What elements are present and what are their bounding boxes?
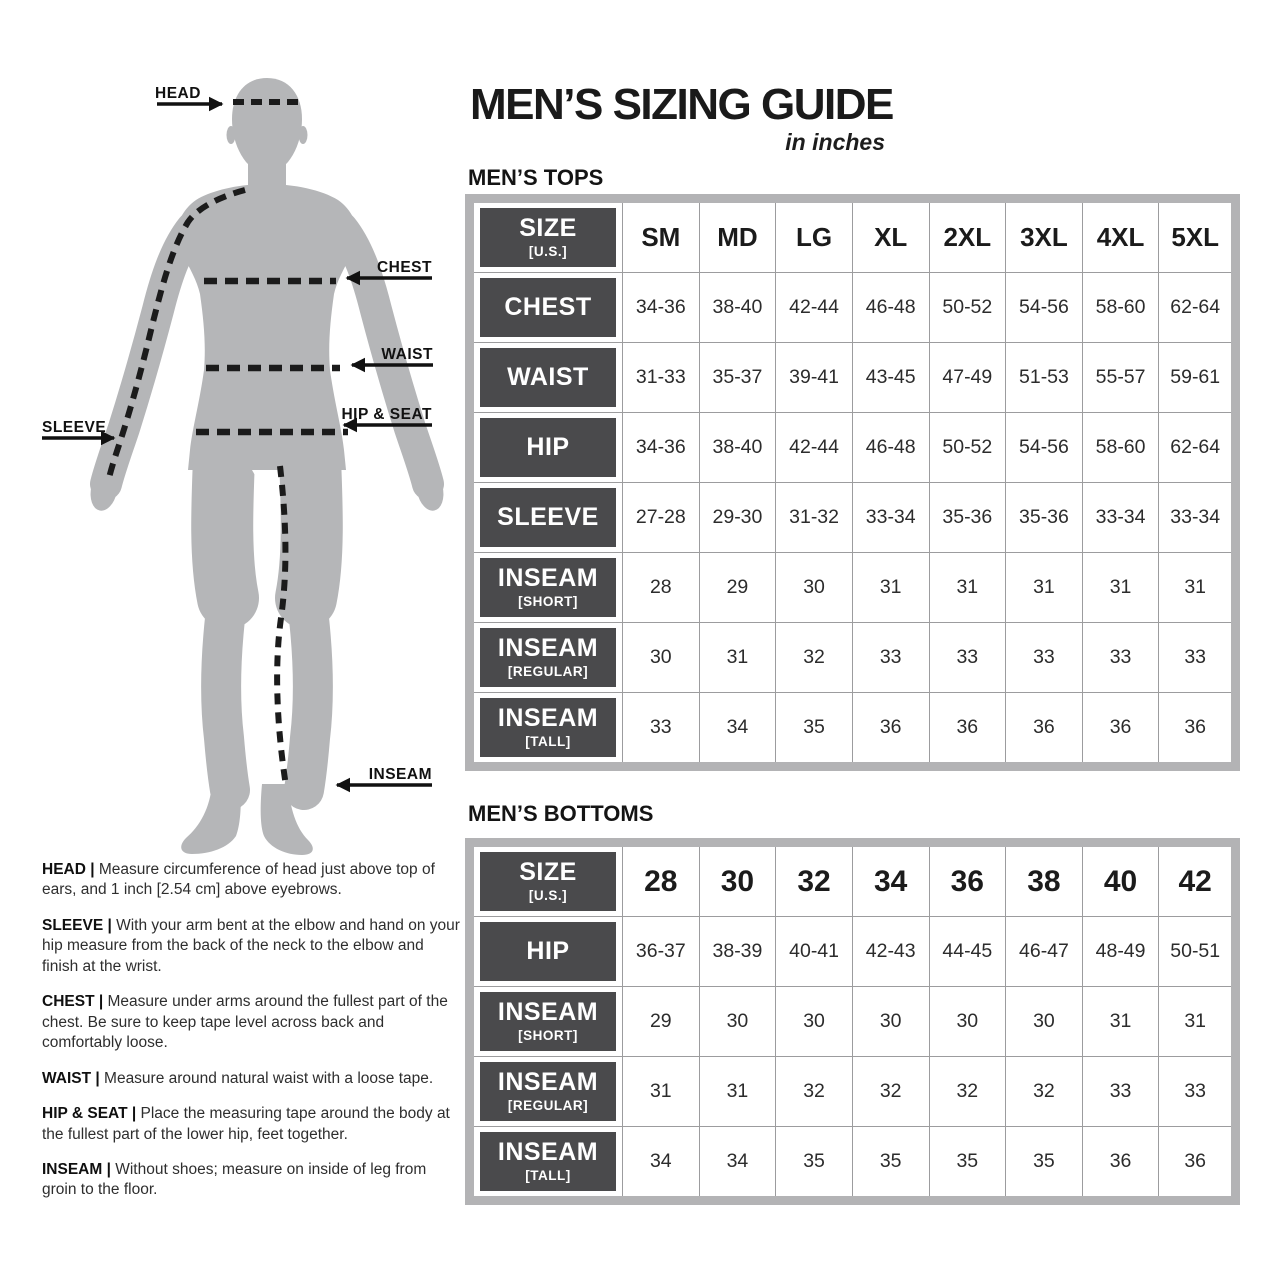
value-cell: 32 [776,1057,853,1127]
value-cell: 35-37 [699,343,776,413]
row-label-box: CHEST [480,278,616,337]
row-label-cell [470,273,623,343]
mens-bottoms-table [465,838,1240,1205]
size-charts-panel [465,0,1240,1280]
instruction-paragraph: HEAD | Measure circumference of head just above top of ears, and 1 inch [2.54 cm] above eyebrows. [42,861,435,899]
value-cell: 43-45 [852,343,929,413]
instruction-paragraph: CHEST | Measure under arms around the fullest part of the chest. Be sure to keep tape level across back and comfortably loose. [42,993,448,1052]
table-row [470,987,1236,1057]
value-cell: 30 [776,553,853,623]
instruction-paragraph: WAIST | Measure around natural waist with a loose tape. [42,1069,434,1087]
value-cell: 32 [776,623,853,693]
value-cell: 31 [929,553,1006,623]
row-label-box: INSEAM [SHORT] [480,992,616,1051]
value-cell: 42-43 [852,917,929,987]
row-label-cell [470,1057,623,1127]
row-label-cell [470,623,623,693]
row-label-cell [470,553,623,623]
row-label-cell [470,1127,623,1201]
instruction-term: SLEEVE | [42,916,117,934]
table-row [470,1127,1236,1201]
table-row [470,1057,1236,1127]
value-cell: 30 [776,987,853,1057]
value-cell: 31-32 [776,483,853,553]
value-cell: 47-49 [929,343,1006,413]
value-cell: 29 [623,987,700,1057]
value-cell: 33 [929,623,1006,693]
head-label: HEAD [155,85,201,102]
value-cell: 33 [1082,623,1159,693]
table-row [470,483,1236,553]
value-cell: 32 [1006,1057,1083,1127]
instruction-paragraph: INSEAM | Without shoes; measure on inside of leg from groin to the floor. [42,1160,427,1199]
value-cell: 31 [623,1057,700,1127]
value-cell: 62-64 [1159,273,1236,343]
table-row [470,623,1236,693]
value-cell: 34 [699,693,776,767]
row-label-cell [470,917,623,987]
value-cell: 59-61 [1159,343,1236,413]
row-label-box: INSEAM [REGULAR] [480,628,616,687]
instruction-paragraph: HIP & SEAT | Place the measuring tape around the body at the fullest part of the lower hip, feet together. [42,1105,450,1143]
value-cell: 36 [1159,693,1236,767]
value-cell: 36 [1082,1127,1159,1201]
column-header-cell: MD [699,199,776,273]
column-header-cell: LG [776,199,853,273]
value-cell: 33 [1159,623,1236,693]
value-cell: 31 [1159,553,1236,623]
value-cell: 39-41 [776,343,853,413]
value-cell: 29 [699,553,776,623]
value-cell: 35 [1006,1127,1083,1201]
instruction-term: WAIST | [42,1069,105,1087]
row-label-box: WAIST [480,348,616,407]
value-cell: 34-36 [623,413,700,483]
sleeve-label: SLEEVE [42,419,107,436]
value-cell: 33 [852,623,929,693]
inseam-measure-line [277,466,286,786]
value-cell: 42-44 [776,273,853,343]
row-label-box: SIZE [U.S.] [480,208,616,267]
value-cell: 54-56 [1006,273,1083,343]
value-cell: 36 [1006,693,1083,767]
value-cell: 58-60 [1082,273,1159,343]
row-label-box: INSEAM [REGULAR] [480,1062,616,1121]
inseam-label: INSEAM [368,766,432,783]
column-header-cell: 36 [929,843,1006,917]
bottoms-section-title: MEN’S BOTTOMS [468,801,654,826]
value-cell: 36 [852,693,929,767]
column-header-cell: 42 [1159,843,1236,917]
value-cell: 38-40 [699,273,776,343]
column-header-cell: 38 [1006,843,1083,917]
value-cell: 46-48 [852,273,929,343]
value-cell: 46-47 [1006,917,1083,987]
hip-seat-label: HIP & SEAT [341,406,432,423]
corner-size-cell [470,199,623,273]
column-header-cell: 3XL [1006,199,1083,273]
value-cell: 31 [1006,553,1083,623]
column-header-cell: XL [852,199,929,273]
value-cell: 31 [852,553,929,623]
value-cell: 42-44 [776,413,853,483]
value-cell: 35 [929,1127,1006,1201]
chest-label: CHEST [376,259,432,276]
value-cell: 38-40 [699,413,776,483]
table-row [470,693,1236,767]
value-cell: 33-34 [1082,483,1159,553]
body-diagram [0,38,460,860]
row-label-cell [470,693,623,767]
value-cell: 28 [623,553,700,623]
row-label-cell [470,343,623,413]
instruction-paragraph: SLEEVE | With your arm bent at the elbow and hand on your hip measure from the back of the neck to the elbow and finish at the wrist. [42,916,460,975]
page-title: MEN’S SIZING GUIDE [470,80,893,129]
value-cell: 51-53 [1006,343,1083,413]
table-row [470,553,1236,623]
value-cell: 50-51 [1159,917,1236,987]
value-cell: 35 [776,1127,853,1201]
row-label-box: INSEAM [SHORT] [480,558,616,617]
row-label-cell [470,987,623,1057]
table-row [470,843,1236,917]
value-cell: 36 [1082,693,1159,767]
value-cell: 29-30 [699,483,776,553]
column-header-cell: 4XL [1082,199,1159,273]
column-header-cell: 30 [699,843,776,917]
column-header-cell: 5XL [1159,199,1236,273]
value-cell: 31 [1082,987,1159,1057]
value-cell: 55-57 [1082,343,1159,413]
table-row [470,273,1236,343]
column-header-cell: 34 [852,843,929,917]
value-cell: 30 [929,987,1006,1057]
value-cell: 31 [1082,553,1159,623]
value-cell: 31 [699,623,776,693]
value-cell: 58-60 [1082,413,1159,483]
table-row [470,917,1236,987]
value-cell: 35-36 [929,483,1006,553]
value-cell: 50-52 [929,413,1006,483]
value-cell: 34-36 [623,273,700,343]
value-cell: 30 [852,987,929,1057]
measurement-instructions [42,860,462,1216]
value-cell: 54-56 [1006,413,1083,483]
value-cell: 31 [1159,987,1236,1057]
tops-section-title: MEN’S TOPS [468,165,604,190]
column-header-cell: 28 [623,843,700,917]
row-label-cell [470,483,623,553]
value-cell: 35 [852,1127,929,1201]
value-cell: 36-37 [623,917,700,987]
value-cell: 33 [1082,1057,1159,1127]
column-header-cell: 32 [776,843,853,917]
instruction-term: INSEAM | [42,1160,116,1178]
value-cell: 33 [623,693,700,767]
value-cell: 31-33 [623,343,700,413]
value-cell: 30 [623,623,700,693]
value-cell: 33-34 [852,483,929,553]
value-cell: 36 [929,693,1006,767]
value-cell: 34 [623,1127,700,1201]
value-cell: 35 [776,693,853,767]
value-cell: 34 [699,1127,776,1201]
value-cell: 30 [1006,987,1083,1057]
row-label-box: INSEAM [TALL] [480,1132,616,1191]
value-cell: 33 [1006,623,1083,693]
value-cell: 48-49 [1082,917,1159,987]
value-cell: 30 [699,987,776,1057]
value-cell: 32 [929,1057,1006,1127]
mens-tops-table [465,194,1240,771]
row-label-box: SIZE [U.S.] [480,852,616,911]
row-label-box: INSEAM [TALL] [480,698,616,757]
value-cell: 38-39 [699,917,776,987]
value-cell: 50-52 [929,273,1006,343]
instruction-term: HIP & SEAT | [42,1105,141,1123]
value-cell: 36 [1159,1127,1236,1201]
column-header-cell: 40 [1082,843,1159,917]
column-header-cell: SM [623,199,700,273]
table-row [470,413,1236,483]
value-cell: 35-36 [1006,483,1083,553]
corner-size-cell [470,843,623,917]
instruction-term: CHEST | [42,993,108,1011]
page-subtitle: in inches [785,129,885,155]
value-cell: 44-45 [929,917,1006,987]
row-label-box: HIP [480,418,616,477]
value-cell: 33 [1159,1057,1236,1127]
value-cell: 62-64 [1159,413,1236,483]
value-cell: 32 [852,1057,929,1127]
row-label-box: HIP [480,922,616,981]
male-silhouette [87,78,447,855]
value-cell: 33-34 [1159,483,1236,553]
value-cell: 27-28 [623,483,700,553]
waist-label: WAIST [381,346,433,363]
row-label-cell [470,413,623,483]
value-cell: 40-41 [776,917,853,987]
table-row [470,199,1236,273]
column-header-cell: 2XL [929,199,1006,273]
instruction-term: HEAD | [42,861,99,878]
value-cell: 31 [699,1057,776,1127]
value-cell: 46-48 [852,413,929,483]
row-label-box: SLEEVE [480,488,616,547]
table-row [470,343,1236,413]
